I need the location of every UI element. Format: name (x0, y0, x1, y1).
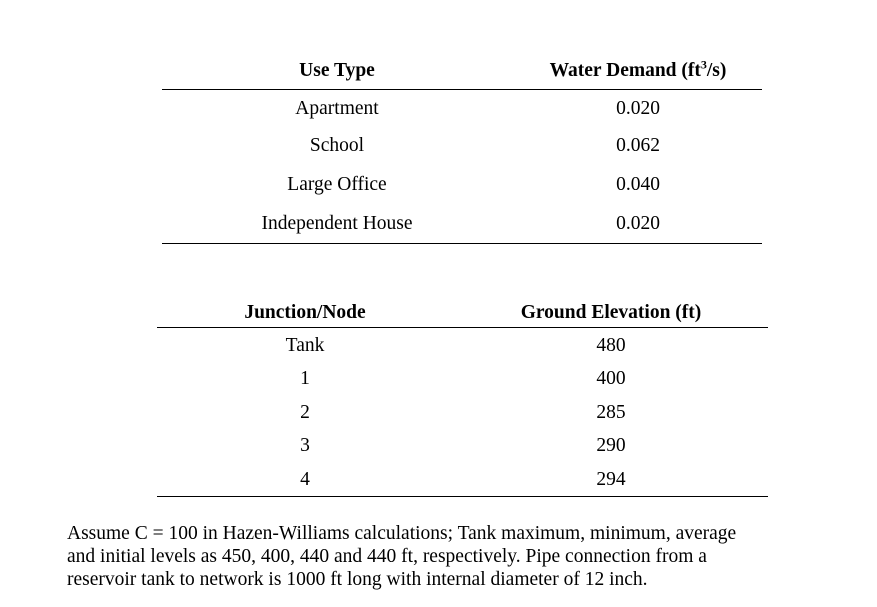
junction-node-header: Junction/Node (244, 302, 366, 323)
table-cell: 290 (596, 435, 626, 456)
ground-elevation-header: Ground Elevation (ft) (520, 302, 702, 323)
table1-top-rule (162, 89, 762, 90)
table-cell: 0.020 (616, 98, 660, 119)
assumptions-note: Assume C = 100 in Hazen-Williams calculations; Tank maximum, minimum, average and initial levels as 450, 400, 440 and 440 ft, respectively. Pipe connection from a reservoir tank to network is 1000 ft long with internal diameter of 12 inch. (67, 523, 737, 590)
table-cell: 400 (596, 368, 626, 389)
table-cell: Large Office (287, 174, 387, 195)
table-cell: 0.040 (616, 174, 660, 195)
table2-bottom-rule (157, 496, 768, 497)
table-cell: 285 (596, 402, 626, 423)
table-cell: 1 (300, 368, 310, 389)
table1-bottom-rule (162, 243, 762, 244)
table-cell: 480 (596, 335, 626, 356)
table-cell: 0.020 (616, 213, 660, 234)
table-cell: School (309, 135, 365, 156)
table-cell: 294 (596, 469, 626, 490)
table-cell: Tank (285, 335, 325, 356)
water-demand-header: Water Demand $(ft^3/s)$ (549, 57, 727, 81)
table-cell: 4 (300, 469, 310, 490)
table-cell: 0.062 (616, 135, 660, 156)
use-type-header: Use Type (299, 60, 375, 81)
table-cell: 2 (300, 402, 310, 423)
table-cell: 3 (300, 435, 310, 456)
table-cell: Apartment (295, 98, 379, 119)
table2-top-rule (157, 327, 768, 328)
table-cell: Independent House (261, 213, 413, 234)
